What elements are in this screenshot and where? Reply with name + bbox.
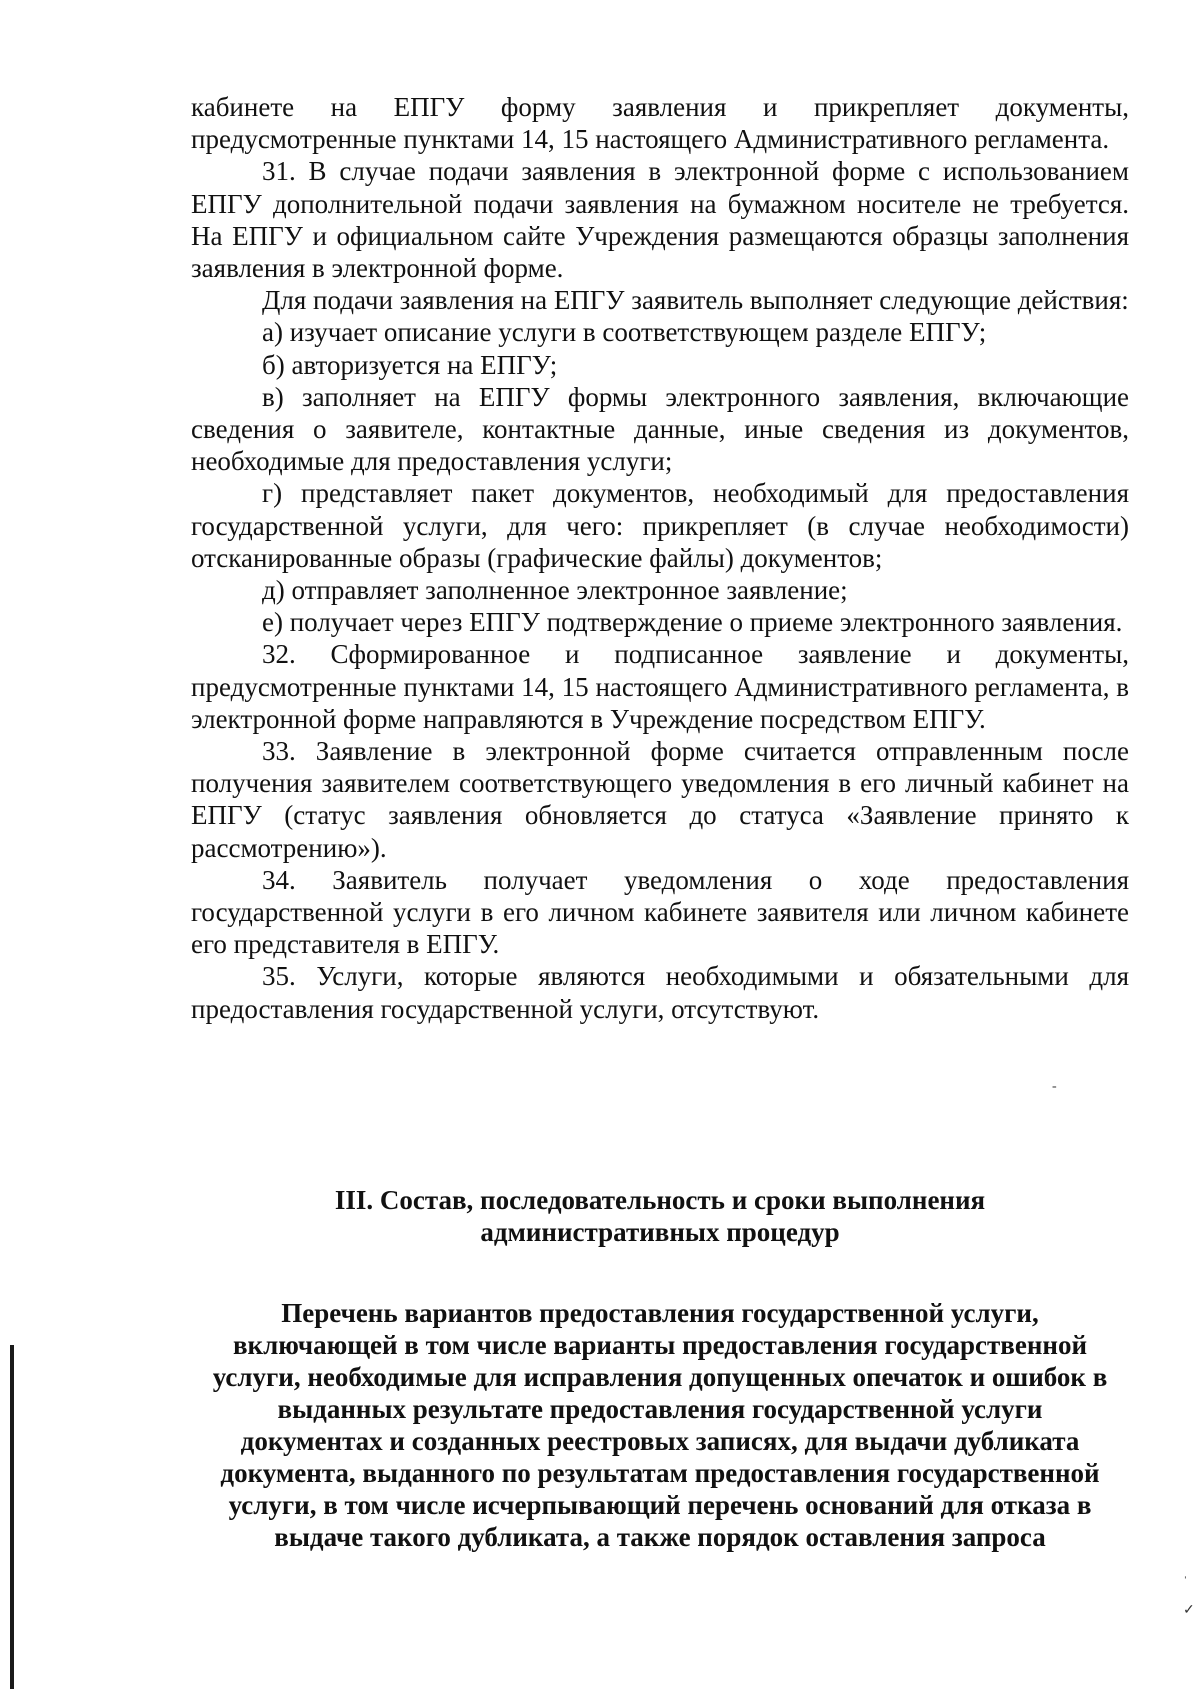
subsection-heading-line: услуги, в том числе исчерпывающий перечень оснований для отказа в <box>228 1490 1092 1520</box>
list-item-b: б) авторизуется на ЕПГУ; <box>262 349 558 380</box>
paragraph-35: 35. Услуги, которые являются необходимыми и обязательными для предоставления государственной услуги, отсутствуют. <box>191 961 1129 1024</box>
scan-speck: ✓ <box>1183 1603 1195 1618</box>
paragraph-32: 32. Сформированное и подписанное заявление и документы, предусмотренные пунктами 14, 15 настоящего Административного регламента, в электронной форме направляются в Учреждение посредством ЕПГУ. <box>191 639 1129 734</box>
list-item-a: а) изучает описание услуги в соответствующем разделе ЕПГУ; <box>262 317 987 348</box>
subsection-heading-line: выданных результате предоставления государственной услуги <box>277 1394 1043 1424</box>
subsection-heading <box>160 1297 1160 1553</box>
subsection-heading-line: выдаче такого дубликата, а также порядок оставления запроса <box>274 1522 1046 1552</box>
subsection-heading-line: Перечень вариантов предоставления государственной услуги, <box>281 1298 1039 1328</box>
list-item-e: е) получает через ЕПГУ подтверждение о приеме электронного заявления. <box>262 607 1123 638</box>
list-item-v: в) заполняет на ЕПГУ формы электронного заявления, включающие сведения о заявителе, контактные данные, иные сведения из документов, необходимые для предоставления услуги; <box>191 381 1129 477</box>
body-text <box>191 91 1129 1025</box>
subsection-heading-line: документа, выданного по результатам предоставления государственной <box>220 1458 1100 1488</box>
list-item-d: д) отправляет заполненное электронное заявление; <box>262 575 848 606</box>
section-heading <box>160 1184 1160 1248</box>
section-heading-line: III. Состав, последовательность и сроки выполнения <box>334 1185 986 1215</box>
scan-speck: - <box>1052 1079 1057 1094</box>
subsection-heading-line: включающей в том числе варианты предоставления государственной <box>232 1330 1088 1360</box>
paragraph-34: 34. Заявитель получает уведомления о ходе предоставления государственной услуги в его личном кабинете заявителя или личном кабинете его представителя в ЕПГУ. <box>191 864 1129 960</box>
section-heading-line: административных процедур <box>480 1217 840 1247</box>
paragraph-31: 31. В случае подачи заявления в электронной форме с использованием ЕПГУ дополнительной подачи заявления на бумажном носителе не требуется. На ЕПГУ и официальном сайте Учреждения размещаются образцы заполнения заявления в электронной форме. <box>191 156 1129 284</box>
paragraph-actions-intro: Для подачи заявления на ЕПГУ заявитель выполняет следующие действия: <box>262 285 1129 316</box>
scan-edge-line <box>10 1345 14 1689</box>
scan-speck: ˈ <box>1183 1575 1188 1590</box>
subsection-heading-line: услуги, необходимые для исправления допущенных опечаток и ошибок в <box>212 1362 1108 1392</box>
subsection-heading-line: документах и созданных реестровых записях, для выдачи дубликата <box>240 1426 1080 1456</box>
paragraph-33: 33. Заявление в электронной форме считается отправленным после получения заявителем соответствующего уведомления в его личный кабинет на ЕПГУ (статус заявления обновляется до статуса «Заявление принято к рассмотрению»). <box>191 736 1129 863</box>
list-item-g: г) представляет пакет документов, необходимый для предоставления государственной услуги, для чего: прикрепляет (в случае необходимости) отсканированные образы (графические файлы) документов; <box>191 478 1129 573</box>
paragraph-continuation: кабинете на ЕПГУ форму заявления и прикрепляет документы, предусмотренные пунктами 14, 15 настоящего Административного регламента. <box>191 92 1129 155</box>
